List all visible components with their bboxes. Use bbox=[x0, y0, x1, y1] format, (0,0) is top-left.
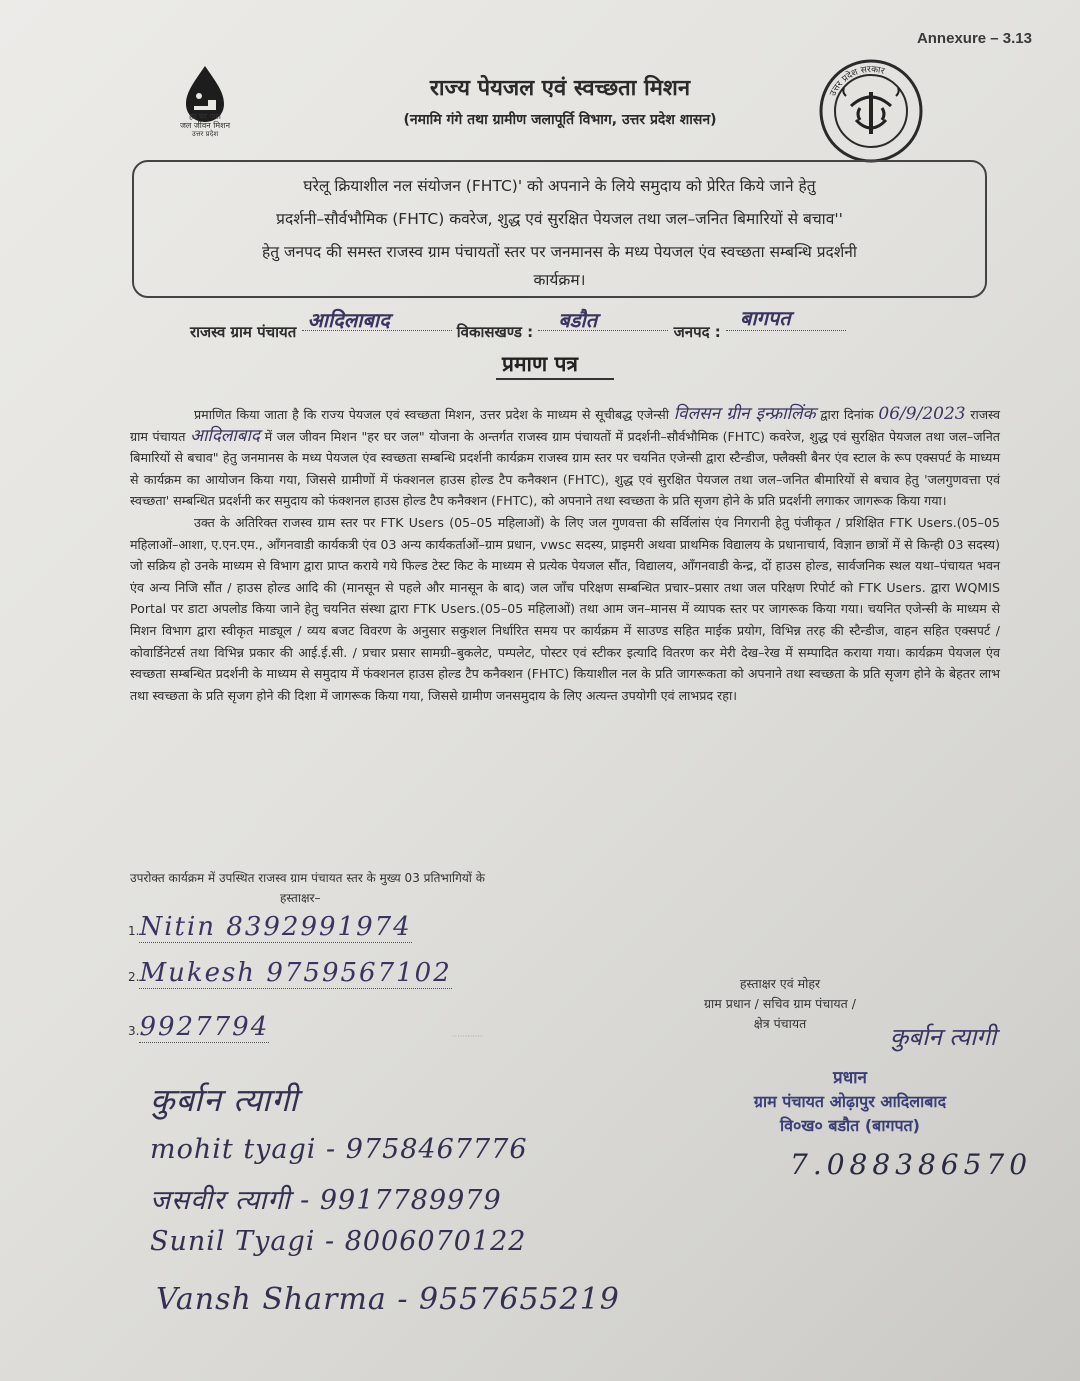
stamp-caption-line: ग्राम प्रधान / सचिव ग्राम पंचायत / bbox=[704, 996, 856, 1011]
gram-panchayat-field bbox=[302, 308, 452, 332]
block-field bbox=[538, 308, 668, 332]
participant-value: Nitin 8392991974 bbox=[139, 912, 412, 942]
paragraph-2 bbox=[130, 512, 1000, 706]
stamp-caption bbox=[640, 974, 920, 1034]
extra-signature-2: mohit tyagi - 9758467776 bbox=[150, 1134, 528, 1165]
gram-panchayat-label: राजस्व ग्राम पंचायत bbox=[190, 323, 297, 341]
logo-caption-line: जल जीवन मिशन bbox=[179, 121, 231, 130]
pradhan-seal bbox=[700, 1066, 1000, 1138]
participant-number: 2. bbox=[128, 970, 140, 984]
block-label: विकासखण्ड : bbox=[456, 323, 534, 341]
box-line: हेतु जनपद की समस्त राजस्व ग्राम पंचायतों स्तर पर जनमानस के मध्य पेयजल एंव स्वच्छता सम्बन्धि प्रदर्शनी bbox=[262, 243, 857, 261]
participants-sign-label: हस्ताक्षर– bbox=[280, 891, 321, 905]
participant-number: 3. bbox=[128, 1024, 140, 1038]
para1-text-b: द्वारा दिनांक bbox=[820, 407, 874, 422]
stamp-caption-line: हस्ताक्षर एवं मोहर bbox=[739, 976, 821, 991]
seal-line: प्रधान bbox=[833, 1068, 867, 1088]
box-line: कार्यक्रम। bbox=[533, 271, 586, 289]
block-value: बडौत bbox=[558, 308, 598, 332]
svg-text:उत्तर प्रदेश सरकार bbox=[828, 65, 886, 98]
seal-line: ग्राम पंचायत ओढ़ापुर आदिलाबाद bbox=[753, 1092, 947, 1111]
certificate-title-underline bbox=[496, 378, 614, 380]
participant-number: 1. bbox=[128, 924, 140, 938]
page-subtitle: (नमामि गंगे तथा ग्रामीण जलापूर्ति विभाग, उत्तर प्रदेश शासन) bbox=[403, 112, 717, 128]
gram-panchayat-value: आदिलाबाद bbox=[307, 308, 390, 332]
logo-caption-line: हर घर जल bbox=[189, 112, 221, 121]
participant-signature-3 bbox=[128, 1012, 269, 1042]
participants-text: उपरोक्त कार्यक्रम में उपस्थित राजस्व ग्राम पंचायत स्तर के मुख्य 03 प्रतिभागियों के bbox=[130, 871, 485, 885]
extra-signature-4: Sunil Tyagi - 8006070122 bbox=[150, 1226, 527, 1257]
pradhan-phone: 7.088386570 bbox=[790, 1148, 1033, 1181]
box-line: घरेलू क्रियाशील नल संयोजन (FHTC)' को अपनाने के लिये समुदाय को प्रेरित किये जाने हेतु bbox=[303, 177, 816, 195]
seal-line: वि०ख० बडौत (बागपत) bbox=[780, 1116, 920, 1135]
participants-intro bbox=[130, 868, 610, 908]
paragraph-1 bbox=[130, 404, 1000, 512]
para1-text-d: में जल जीवन मिशन "हर घर जल" योजना के अन्तर्गत राजस्व ग्राम पंचायतों में प्रदर्शनी–साैर्वभौमिक (FHTC) कवरेज, शुद्ध एवं सुरक्षित पेयजल तथा जल–जनित बिमारियों से बचाव" हेतु जनमानस के मध्य पेयजल एंव स्वच्छता सम्बन्धि प्रदर्शनी कार्यक्रम राजस्व ग्राम स्तर पर चयनित एजेन्सी द्वारा स्टैन्डीज, फ्लैक्सी बैनर एंव स्टाल के रूप एक्सपर्ट के माध्यम से कार्यक्रम का आयोजन किया गया, जिससे ग्रामीणों में फंक्शनल हाउस होल्ड टैप कनैक्शन (FHTC), शुद्ध एवं सुरक्षित पेयजल तथा जल–जनित बीमारियों से बचाव हेतु 'जलगुणवत्ता एवं स्वच्छता' सम्बन्धित प्रदर्शनी कर समुदाय को फंक्शनल हाउस होल्ड टैप कनैक्शन (FHTC), को अपनाने तथा स्वच्छता के प्रति सृजग होने के प्रति प्रदर्शनी लगाकर जागरूक किया गया। bbox=[130, 428, 1000, 509]
program-box bbox=[132, 160, 987, 298]
participant-value: Mukesh 9759567102 bbox=[139, 958, 452, 988]
extra-signature-1: कुर्बान त्यागी bbox=[150, 1081, 299, 1119]
logo-caption-line: उत्तर प्रदेश bbox=[191, 130, 219, 138]
para1-text-c: राजस्व ग्राम पंचायत bbox=[130, 407, 1000, 444]
annexure-label: Annexure – 3.13 bbox=[916, 30, 1032, 47]
para1-text-a: प्रमाणित किया जाता है कि राज्य पेयजल एवं स्वच्छता मिशन, उत्तर प्रदेश के माध्यम से सूचीबद्ध एजेन्सी bbox=[194, 407, 670, 422]
faint-watermark-text: ············ bbox=[452, 1032, 483, 1041]
emblem-text: उत्तर प्रदेश सरकार bbox=[828, 64, 886, 98]
district-field bbox=[726, 306, 846, 331]
participant-value: 9927794 bbox=[139, 1012, 270, 1042]
certificate-title: प्रमाण पत्र bbox=[502, 352, 578, 376]
page-title: राज्य पेयजल एवं स्वच्छता मिशन bbox=[429, 76, 691, 101]
agency-name: विलसन ग्रीन इन्फ्रालिंक bbox=[673, 404, 816, 424]
box-line: प्रदर्शनी–साैर्वभौमिक (FHTC) कवरेज, शुद्ध एवं सुरक्षित पेयजल तथा जल–जनित बिमारियों से बचाव'' bbox=[276, 210, 843, 228]
location-form bbox=[190, 306, 990, 342]
village-name: आदिलाबाद bbox=[190, 425, 260, 446]
stamp-caption-line: क्षेत्र पंचायत bbox=[753, 1016, 807, 1031]
district-value: बागपत bbox=[740, 306, 791, 330]
participant-signature-2 bbox=[128, 958, 452, 988]
extra-signature-3: जसवीर त्यागी - 9917789979 bbox=[150, 1185, 502, 1216]
pradhan-signature: कुर्बान त्यागी bbox=[890, 1023, 997, 1051]
extra-signature-5: Vansh Sharma - 9557655219 bbox=[156, 1282, 620, 1317]
district-label: जनपद : bbox=[673, 323, 721, 341]
para2-text: उक्त के अतिरिक्त राजस्व ग्राम स्तर पर FTK Users (05–05 महिलाओं) के लिए जल गुणवत्ता की सर्विलांस एंव निगरानी हेतु पंजीकृत / प्रशिक्षित FTK Users.(05–05 महिलाओं–आशा, ए.एन.एम., आँगनवाडी कार्यकत्री एंव 03 अन्य कार्यकर्ताओं–ग्राम प्रधान, vwsc सदस्य, प्राइमरी अथवा प्राथमिक विद्यालय के प्रधानाचार्य, विज्ञान छात्रों में से किन्ही 03 सदस्य) जो सक्रिय हो उनके माध्यम से विभाग द्वारा प्राप्त कराये गये फिल्ड टेस्ट किट के माध्यम से प्रत्येक पेयजल सौंत, विद्यालय, आँगनवाडी केन्द्र, दों हाउस होल्ड, सार्वजनिक स्थल यथा–पंचायत भवन एंव अन्य निजि सौंत / हाउस होल्ड आदि की (मानसून से पहले और मानसून के बाद) जल जाँच परिक्षण सम्बन्धित प्रचार–प्रसार तथा जल परिक्षण रिपोर्ट को FTK Users. द्वारा WQMIS Portal पर डाटा अपलोड किया जाने हेतु चयनित संस्था द्वारा FTK Users.(05–05 महिलाओं) तथा आम जन–मानस में व्यापक स्तर पर जागरूक किया गया। चयनित एजेन्सी के माध्यम से मिशन विभाग द्वारा स्वीकृत माड्यूल / व्यय बजट विवरण के अनुसार सकुशल निर्धारित समय पर कार्यक्रम में साउण्ड सहित माईक प्रयोग, विभिन्न तरह की स्टैन्डीज, वाहन सहित एक्सपर्ट / कोवार्डिनेटर्स तथा विभिन्न प्रकार की आई.ई.सी. / प्रचार प्रसार सामग्री–बुकलेट, पम्पलेट, पोस्टर एवं स्टीकर इत्यादि वितरण कर मेरी देख–रेख में सम्पादित कराया गया। कार्यक्रम पेयजल एंव स्वच्छता सम्बन्धित प्रदर्शनी के माध्यम से समुदाय में फंक्शनल हाउस होल्ड टैप कनैक्शन (FHTC) कियाशील नल के प्रति जागरूकता को अपनाने तथा स्वच्छता के प्रति सृजग होने के बेहतर लाभ तथा स्वच्छता के प्रति सृजग होने की दिशा में जागरूक किया गया, जिससे ग्रामीण जनसमुदाय के लिए अत्यन्त उपयोगी एवं लाभप्रद रहा। bbox=[130, 514, 1000, 703]
participant-signature-1 bbox=[128, 912, 412, 942]
certificate-body bbox=[130, 404, 1000, 706]
program-date: 06/9/2023 bbox=[878, 404, 966, 424]
